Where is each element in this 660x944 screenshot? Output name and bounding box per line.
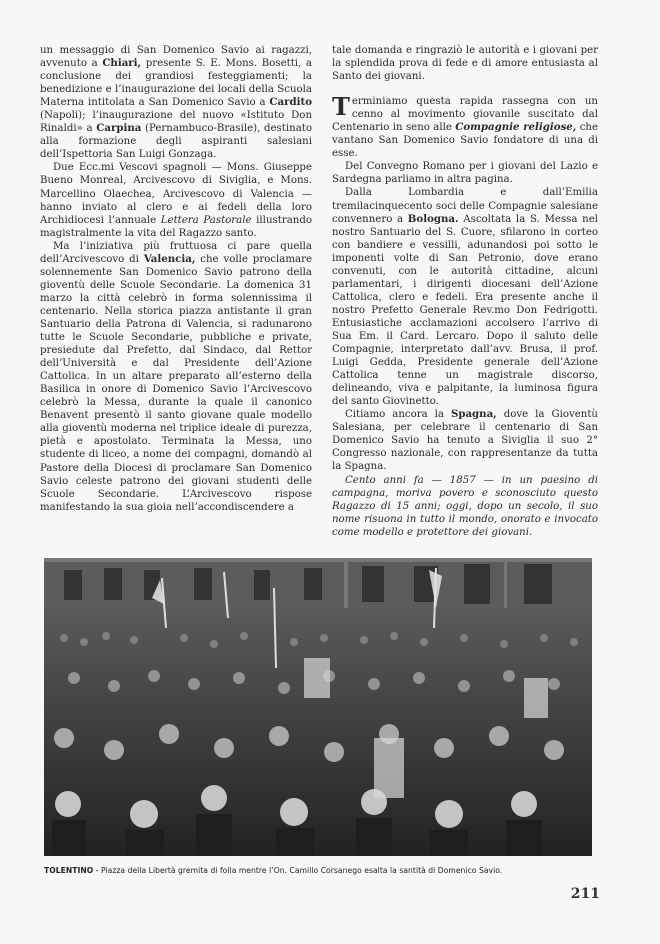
paragraph: Ma l’iniziativa più fruttuosa ci pare quella dell’Arcivescovo di Valencia, che volle proclamare solennemente San Domenico Savio patrono della gioventù delle Scuole Secondarie. La domenica 31 marzo la città celebrò in forma solennissima il centenario. Nella storica piazza antistante il gran Santuario della Patrona di Valencia, si radunarono tutte le Scuole Secondarie, pubbliche e private, presiedute dal Prefetto, dal Sindaco, dal Rettor dell’Università e dal Presidente dell’Azione Cattolica. In un altare preparato all’esterno della Basilica in onore di Domenico Savio l’Arcivescovo celebrò la Messa, durante la quale il canonico Benavent presentò il santo giovane quale modello alla gioventù moderna nel triplice ideale di purezza, pietà e apostolato. Terminata la Messa, uno studente di liceo, a nome dei compagni, domandò al Pastore della Diocesi di proclamare San Domenico Savio celeste patrono dei giovani studenti delle Scuole Secondarie. L’Arcivescovo rispose manifestando la sua gioia nell’accondiscendere a bbox=[40, 240, 312, 513]
photo-caption: TOLENTINO - Piazza della Libertà gremita di folla mentre l’On. Camillo Corsanego esalta la santità di Domenico Savio. bbox=[44, 866, 503, 875]
paragraph: un messaggio di San Domenico Savio ai ragazzi, avvenuto a Chiari, presente S. E. Mons. Bosetti, a conclusione dei grandiosi festeggiamenti; la benedizione e l’inaugurazione dei locali della Scuola Materna intitolata a San Domenico Savio a Cardito (Napoli); l’inaugurazione del nuovo «Istituto Don Rinaldi» a Carpina (Pernambuco-Brasile), destinato alla formazione degli aspiranti salesiani dell’Ispettoria San Luigi Gonzaga. bbox=[40, 45, 312, 161]
paragraph: Due Ecc.mi Vescovi spagnoli — Mons. Giuseppe Bueno Monreal, Arcivescovo di Siviglia, e Mons. Marcellino Olaechea, Arcivescovo di Valencia — hanno inviato al clero e ai fedeli della loro Archidiocesi l’annuale Lettera Pastorale illustrando magistralmente la vita del Ragazzo santo. bbox=[40, 162, 312, 239]
paragraph: Cento anni fa — 1857 — in un paesino di campagna, moriva povero e sconosciuto questo Ragazzo di 15 anni; oggi, dopo un secolo, il suo nome risuona in tutto il mondo, onorato e invocato come modello e protettore dei giovani. bbox=[332, 474, 598, 538]
paragraph: tale domanda e ringraziò le autorità e i giovani per la splendida prova di fede e di amore entusiasta al Santo dei giovani. bbox=[332, 45, 598, 83]
left-text-column bbox=[40, 44, 312, 514]
paragraph: Citiamo ancora la Spagna, dove la Gioventù Salesiana, per celebrare il centenario di San Domenico Savio ha tenuto a Siviglia il suo 2° Congresso nazionale, con rappresentanze da tutta la Spagna. bbox=[332, 408, 598, 473]
paragraph: Terminiamo questa rapida rassegna con un cenno al movimento giovanile suscitato dal Centenario in seno alle Compagnie religiose, che vantano San Domenico Savio fondatore di una di esse. bbox=[332, 92, 598, 160]
drop-cap: T bbox=[332, 92, 350, 122]
page-number: 211 bbox=[570, 886, 600, 902]
paragraph: Dalla Lombardia e dall’Emilia tremilacinquecento soci delle Compagnie salesiane convennero a Bologna. Ascoltata la S. Messa nel nostro Santuario del S. Cuore, sfilarono in corteo con bandiere e vessilli, adunandosi poi sotto le imponenti volte di San Petronio, dove erano convenuti, con le autorità cittadine, alcuni parlamentari, i dirigenti diocesani dell’Azione Cattolica, clero e fedeli. Era presente anche il nostro Prefetto Generale Rev.mo Don Fedrigotti. Entusiastiche acclamazioni accolsero l’arrivo di Sua Em. il Card. Lercaro. Dopo il saluto delle Compagnie, interpretato dall’avv. Brusa, il prof. Luigi Gedda, Presidente generale dell’Azione Cattolica tenne un magistrale discorso, delineando, viva e palpitante, la luminosa figura del santo Giovinetto. bbox=[332, 187, 599, 408]
paragraph: Del Convegno Romano per i giovani del Lazio e Sardegna parliamo in altra pagina. bbox=[332, 161, 598, 186]
crowd-photo bbox=[44, 558, 592, 856]
right-text-column bbox=[332, 44, 598, 539]
